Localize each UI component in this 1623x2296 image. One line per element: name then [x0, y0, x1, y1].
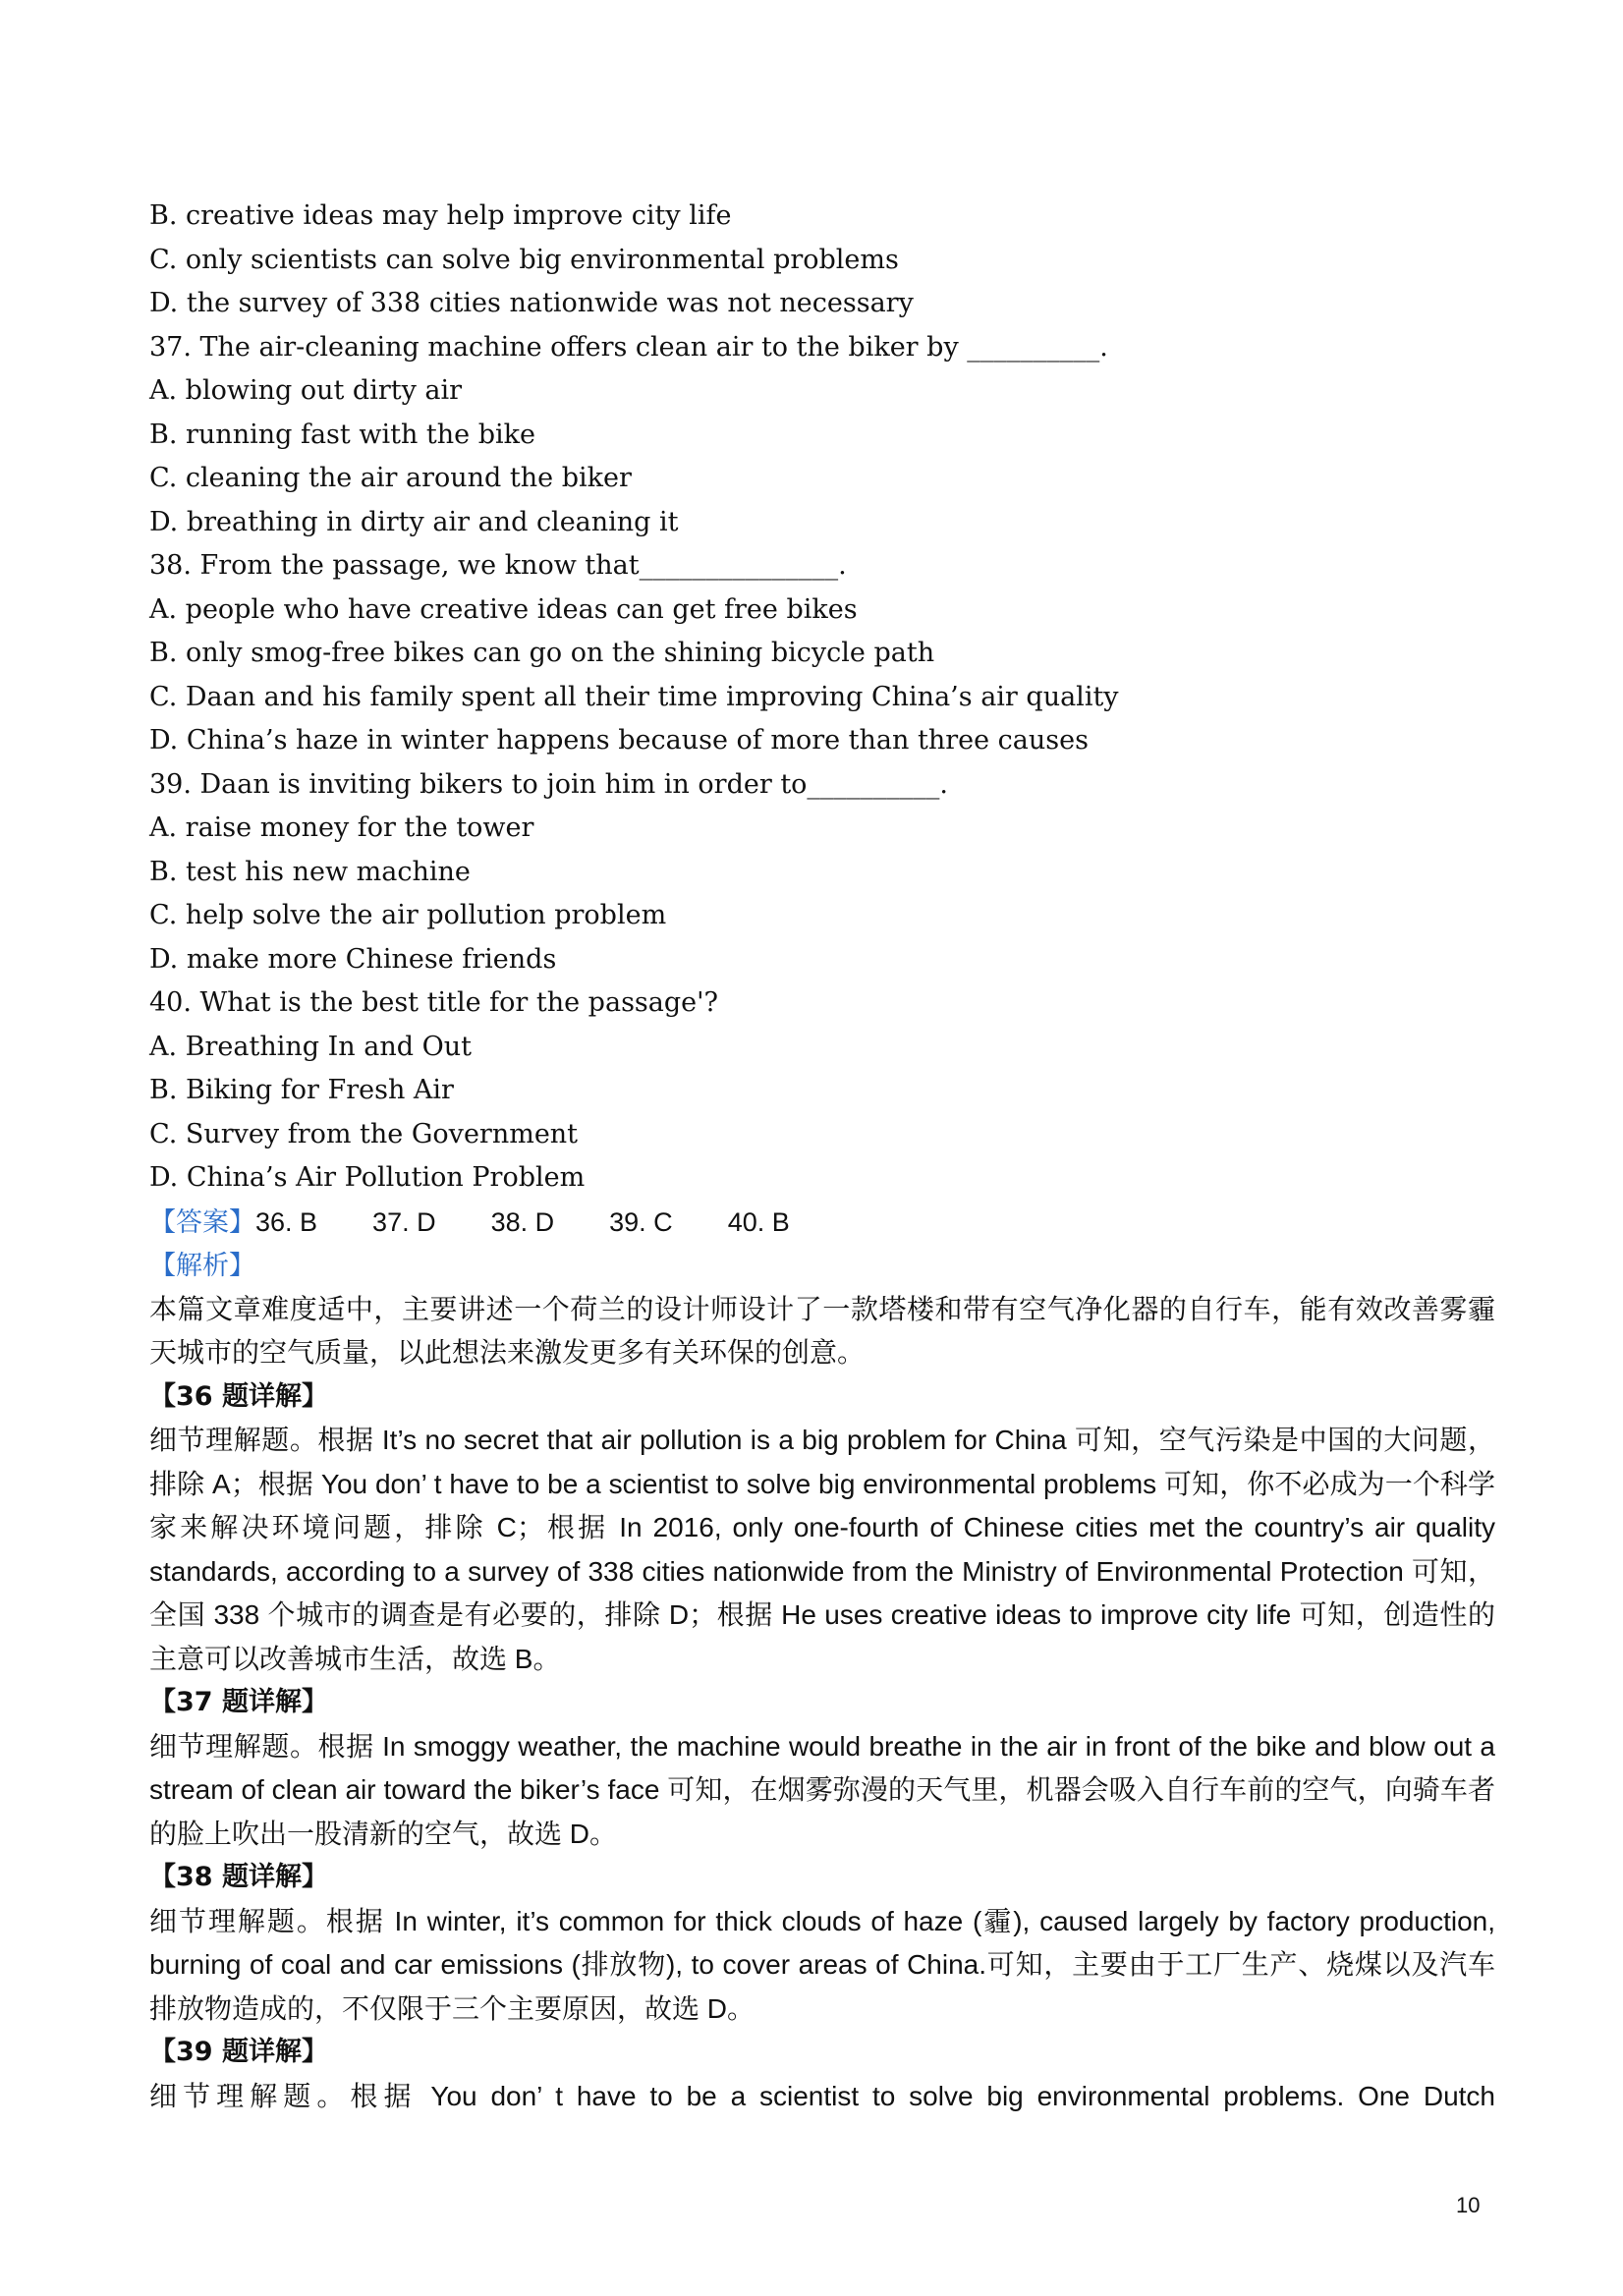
- q38-heading: 【38 题详解】: [149, 1862, 328, 1892]
- question-line: C. Survey from the Government: [149, 1118, 579, 1149]
- q37-explanation: 细节理解题。根据 In smoggy weather, the machine would breathe in the air in front of the bike and blow out a stream of clean air toward the biker’s face 可知，在烟雾弥漫的天气里，机器会吸入自行车前的空气，向骑车者的脸上吹出一股清新的空气，故选 D。: [149, 1730, 1495, 1849]
- question-line: 40. What is the best title for the passage'?: [149, 987, 719, 1018]
- question-line: D. China’s Air Pollution Problem: [149, 1162, 586, 1193]
- question-line: A. raise money for the tower: [149, 812, 534, 843]
- q39-heading: 【39 题详解】: [149, 2037, 328, 2067]
- answer-item: 39. C: [609, 1206, 673, 1237]
- question-line: A. blowing out dirty air: [149, 375, 463, 406]
- question-line: C. cleaning the air around the biker: [149, 463, 632, 493]
- question-line: B. Biking for Fresh Air: [149, 1075, 454, 1105]
- question-line: A. Breathing In and Out: [149, 1031, 472, 1062]
- q36-explanation: 细节理解题。根据 It’s no secret that air pollution is a big problem for China 可知，空气污染是中国的大问题，排除 A；根据 You don’ t have to be a scientist to solve big environmental problems 可知，你不必成为一个科学家来解决环境问题，排除 C；根据 In 2016, only one-fourth of Chinese cities met the country’s air quality standards, according to a survey of 338 cities nationwide from the Ministry of Environmental Protection 可知，全国 338 个城市的调查是有必要的，排除 D；根据 He uses creative ideas to improve city life 可知，创造性的主意可以改善城市生活，故选 B。: [149, 1425, 1495, 1674]
- question-line: D. breathing in dirty air and cleaning it: [149, 506, 679, 537]
- question-line: D. China’s haze in winter happens because of more than three causes: [149, 725, 1089, 756]
- question-line: B. test his new machine: [149, 856, 471, 887]
- answer-item: 37. D: [372, 1206, 436, 1237]
- q39-explanation: 细节理解题。根据 You don’ t have to be a scientist to solve big environmental problems. One Dutch: [149, 2080, 1495, 2111]
- answer-tag: 【答案】: [149, 1206, 255, 1237]
- question-line: D. the survey of 338 cities nationwide was not necessary: [149, 288, 914, 318]
- analysis-tag-line: [149, 1244, 1495, 1288]
- q36-heading: 【36 题详解】: [149, 1380, 328, 1412]
- question-line: C. only scientists can solve big environmental problems: [149, 244, 899, 275]
- question-line: A. people who have creative ideas can get free bikes: [149, 593, 858, 625]
- answer-line: [149, 1201, 1495, 1245]
- question-line: 38. From the passage, we know that_______________.: [149, 550, 847, 581]
- answer-item: 36. B: [255, 1206, 318, 1237]
- question-line: B. only smog-free bikes can go on the shining bicycle path: [149, 638, 935, 668]
- page-content: [149, 195, 1495, 2118]
- question-line: C. help solve the air pollution problem: [149, 900, 667, 930]
- question-line: D. make more Chinese friends: [149, 943, 557, 975]
- question-line: C. Daan and his family spent all their time improving China’s air quality: [149, 681, 1119, 712]
- q38-explanation: 细节理解题。根据 In winter, it’s common for thick clouds of haze (霾), caused largely by factory production, burning of coal and car emissions (排放物), to cover areas of China.可知，主要由于工厂生产、烧煤以及汽车排放物造成的，不仅限于三个主要原因，故选 D。: [149, 1905, 1495, 2024]
- analysis-tag: 【解析】: [149, 1251, 255, 1280]
- answer-item: 38. D: [490, 1206, 555, 1237]
- page-number: 10: [1456, 2193, 1481, 2217]
- question-list: [149, 195, 1495, 1201]
- q37-heading: 【37 题详解】: [149, 1687, 328, 1717]
- question-line: 37. The air-cleaning machine offers clean air to the biker by __________.: [149, 331, 1108, 363]
- question-line: B. creative ideas may help improve city life: [149, 200, 732, 231]
- question-line: 39. Daan is inviting bikers to join him in order to__________.: [149, 768, 949, 800]
- analysis-summary: 本篇文章难度适中，主要讲述一个荷兰的设计师设计了一款塔楼和带有空气净化器的自行车，能有效改善雾霾天城市的空气质量，以此想法来激发更多有关环保的创意。: [149, 1293, 1495, 1368]
- answer-item: 40. B: [727, 1206, 790, 1237]
- question-line: B. running fast with the bike: [149, 419, 535, 450]
